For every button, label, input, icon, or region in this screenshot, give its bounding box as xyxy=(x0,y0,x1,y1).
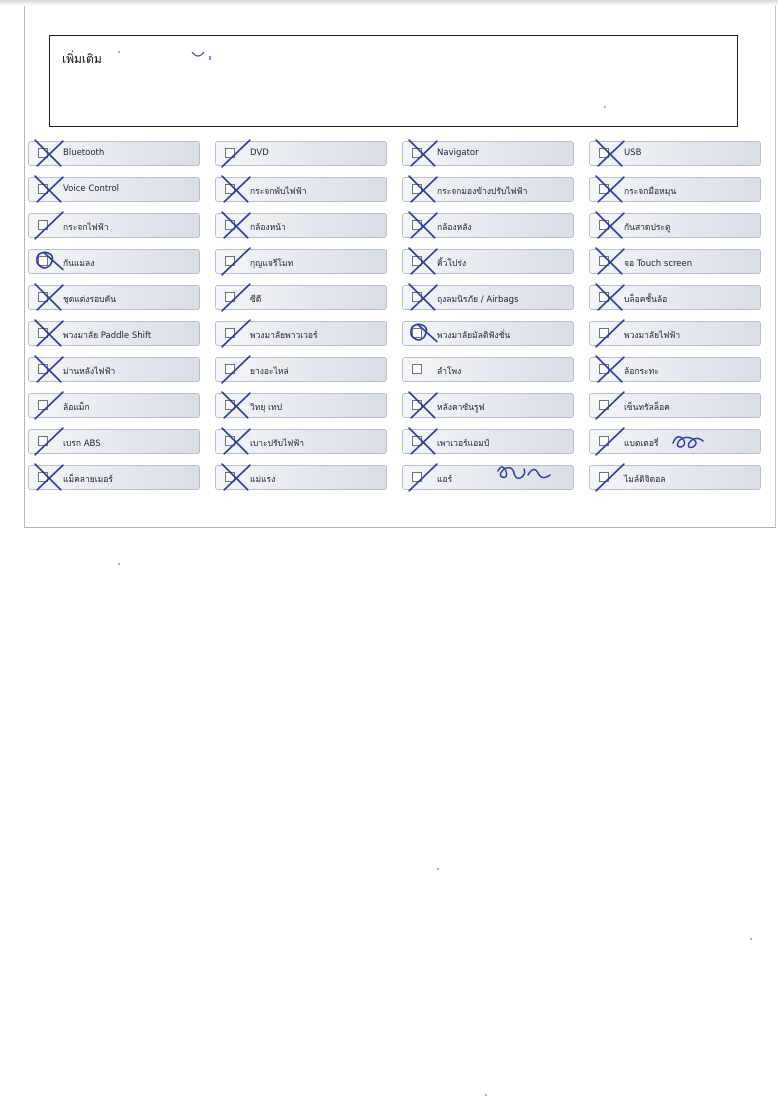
checkbox[interactable] xyxy=(38,220,48,230)
checkbox[interactable] xyxy=(38,328,48,338)
checkbox[interactable] xyxy=(599,292,609,302)
checkbox[interactable] xyxy=(225,436,235,446)
checkbox[interactable] xyxy=(38,472,48,482)
checklist-item-label: กันสาดประตู xyxy=(624,223,671,233)
checklist-item[interactable] xyxy=(589,357,761,382)
checklist-item-label: กระจกพับไฟฟ้า xyxy=(250,187,307,197)
checkbox[interactable] xyxy=(599,400,609,410)
checkbox[interactable] xyxy=(38,364,48,374)
checkbox[interactable] xyxy=(38,400,48,410)
checkbox[interactable] xyxy=(412,400,422,410)
checklist-item-label: ถุงลมนิรภัย / Airbags xyxy=(437,295,519,305)
checklist-item[interactable] xyxy=(402,249,574,274)
checklist-item[interactable] xyxy=(28,393,200,418)
checklist-item-label: วิทยุ เทป xyxy=(250,403,282,413)
checklist-item[interactable] xyxy=(28,429,200,454)
checkbox[interactable] xyxy=(225,328,235,338)
checkbox[interactable] xyxy=(412,148,422,158)
checkbox[interactable] xyxy=(412,364,422,374)
checklist-item[interactable] xyxy=(215,393,387,418)
checklist-item[interactable] xyxy=(28,213,200,238)
checkbox[interactable] xyxy=(225,184,235,194)
checkbox[interactable] xyxy=(599,328,609,338)
checklist-item-label: เบาะปรับไฟฟ้า xyxy=(250,439,305,449)
checklist-item-label: เซ็นทรัลล็อค xyxy=(624,403,670,413)
checklist-item[interactable] xyxy=(215,321,387,346)
checklist-item-label: กระจกมือหมุน xyxy=(624,187,677,197)
checklist-item[interactable] xyxy=(402,141,574,166)
checklist-item[interactable] xyxy=(215,357,387,382)
checklist-item-label: ล้อกระทะ xyxy=(624,367,659,377)
checklist-item-label: ล้อแม็ก xyxy=(63,403,90,413)
checkbox[interactable] xyxy=(225,148,235,158)
checklist-item[interactable] xyxy=(402,429,574,454)
checklist-item-label: ยางอะไหล่ xyxy=(250,367,289,377)
checklist-item[interactable] xyxy=(215,177,387,202)
checklist-item-label: Navigator xyxy=(437,148,479,158)
checkbox[interactable] xyxy=(225,364,235,374)
checkbox[interactable] xyxy=(412,436,422,446)
checklist-item[interactable] xyxy=(28,177,200,202)
checkbox[interactable] xyxy=(225,400,235,410)
checklist-item-label: ไมล์ดิจิตอล xyxy=(624,475,666,485)
options-checklist xyxy=(28,141,768,491)
checklist-item-label: Bluetooth xyxy=(63,148,105,158)
checklist-item[interactable] xyxy=(215,465,387,490)
checklist-item[interactable] xyxy=(28,357,200,382)
checklist-item[interactable] xyxy=(215,249,387,274)
checkbox[interactable] xyxy=(225,292,235,302)
checklist-item[interactable] xyxy=(589,213,761,238)
checkbox[interactable] xyxy=(38,292,48,302)
checklist-item[interactable] xyxy=(28,465,200,490)
checkbox[interactable] xyxy=(412,184,422,194)
checklist-item[interactable] xyxy=(589,465,761,490)
checkbox[interactable] xyxy=(412,328,422,338)
checklist-item-label: Voice Control xyxy=(63,184,120,194)
checklist-item-label: กระจกไฟฟ้า xyxy=(63,223,109,233)
checklist-item[interactable] xyxy=(402,285,574,310)
checkbox[interactable] xyxy=(599,472,609,482)
checklist-item[interactable] xyxy=(402,357,574,382)
checklist-item-label: ลำโพง xyxy=(437,367,462,377)
checkbox[interactable] xyxy=(412,472,422,482)
checklist-item[interactable] xyxy=(589,141,761,166)
handwritten-note-aircon xyxy=(494,461,554,487)
checklist-item-label: กล้องหลัง xyxy=(437,223,472,233)
checklist-item-label: พวงมาลัยมัลติฟังชั่น xyxy=(437,331,511,341)
checklist-item-label: พวงมาลัยพาวเวอร์ xyxy=(250,331,318,341)
checkbox[interactable] xyxy=(38,436,48,446)
additional-notes-box[interactable] xyxy=(49,35,738,127)
checklist-item[interactable] xyxy=(215,429,387,454)
checklist-item-label: หลังคาซันรูฟ xyxy=(437,403,485,413)
checklist-item-label: USB xyxy=(624,148,642,158)
checklist-item-label: DVD xyxy=(250,148,269,158)
checklist-item[interactable] xyxy=(589,321,761,346)
checklist-item[interactable] xyxy=(589,285,761,310)
checklist-item[interactable] xyxy=(402,393,574,418)
additional-notes-label: เพิ่มเติม xyxy=(62,52,102,66)
checkbox[interactable] xyxy=(412,256,422,266)
checkbox[interactable] xyxy=(225,472,235,482)
checklist-item-label: พวงมาลัยไฟฟ้า xyxy=(624,331,681,341)
checklist-item-label: จอ Touch screen xyxy=(624,259,693,269)
checkbox[interactable] xyxy=(599,364,609,374)
checkbox[interactable] xyxy=(412,292,422,302)
checkbox[interactable] xyxy=(225,220,235,230)
checklist-item[interactable] xyxy=(402,321,574,346)
checklist-item-label: เบรก ABS xyxy=(63,439,101,449)
checklist-item-label: ซีดี xyxy=(250,295,262,305)
checklist-item-label: คิ้วโปร่ง xyxy=(437,259,467,269)
scan-speck xyxy=(604,106,606,108)
checklist-item-label: แม็คลายเมอร์ xyxy=(63,475,113,485)
checkbox[interactable] xyxy=(38,148,48,158)
scan-speck xyxy=(118,51,120,53)
checklist-item[interactable] xyxy=(215,285,387,310)
scan-speck xyxy=(485,1094,487,1096)
checklist-item[interactable] xyxy=(28,141,200,166)
checkbox[interactable] xyxy=(599,220,609,230)
checklist-item[interactable] xyxy=(589,393,761,418)
scan-speck xyxy=(118,563,120,565)
checklist-item[interactable] xyxy=(28,249,200,274)
checklist-item-label: พวงมาลัย Paddle Shift xyxy=(63,331,152,341)
checklist-item[interactable] xyxy=(215,141,387,166)
checkbox[interactable] xyxy=(599,256,609,266)
scan-speck xyxy=(750,938,752,940)
checkbox[interactable] xyxy=(599,436,609,446)
pen-mark xyxy=(190,46,220,62)
checklist-item[interactable] xyxy=(589,177,761,202)
checkbox[interactable] xyxy=(38,256,48,266)
checklist-item[interactable] xyxy=(402,177,574,202)
checklist-item-label: กระจกมองข้างปรับไฟฟ้า xyxy=(437,187,528,197)
handwritten-note-battery xyxy=(670,429,720,451)
checklist-item[interactable] xyxy=(28,285,200,310)
checklist-item-label: เพาเวอร์แอมป์ xyxy=(437,439,490,449)
checkbox[interactable] xyxy=(599,184,609,194)
checkbox[interactable] xyxy=(599,148,609,158)
checklist-item[interactable] xyxy=(215,213,387,238)
checkbox[interactable] xyxy=(38,184,48,194)
checklist-item-label: กันแมลง xyxy=(63,259,95,269)
checklist-item-label: กุญแจรีโมท xyxy=(250,259,294,269)
checklist-item-label: แอร์ xyxy=(437,475,453,485)
checklist-item-label: ม่านหลังไฟฟ้า xyxy=(63,367,116,377)
checklist-item-label: แบตเตอรี่ xyxy=(624,439,659,449)
checklist-item[interactable] xyxy=(28,321,200,346)
checkbox[interactable] xyxy=(225,256,235,266)
checklist-item-label: ชุดแต่งรอบคัน xyxy=(63,295,117,305)
scan-speck xyxy=(437,868,439,870)
checklist-item-label: กล้องหน้า xyxy=(250,223,286,233)
checklist-item-label: บล็อคชั้นล้อ xyxy=(624,295,668,305)
checkbox[interactable] xyxy=(412,220,422,230)
checklist-item[interactable] xyxy=(589,249,761,274)
checklist-item[interactable] xyxy=(402,213,574,238)
checklist-item-label: แม่แรง xyxy=(250,475,276,485)
